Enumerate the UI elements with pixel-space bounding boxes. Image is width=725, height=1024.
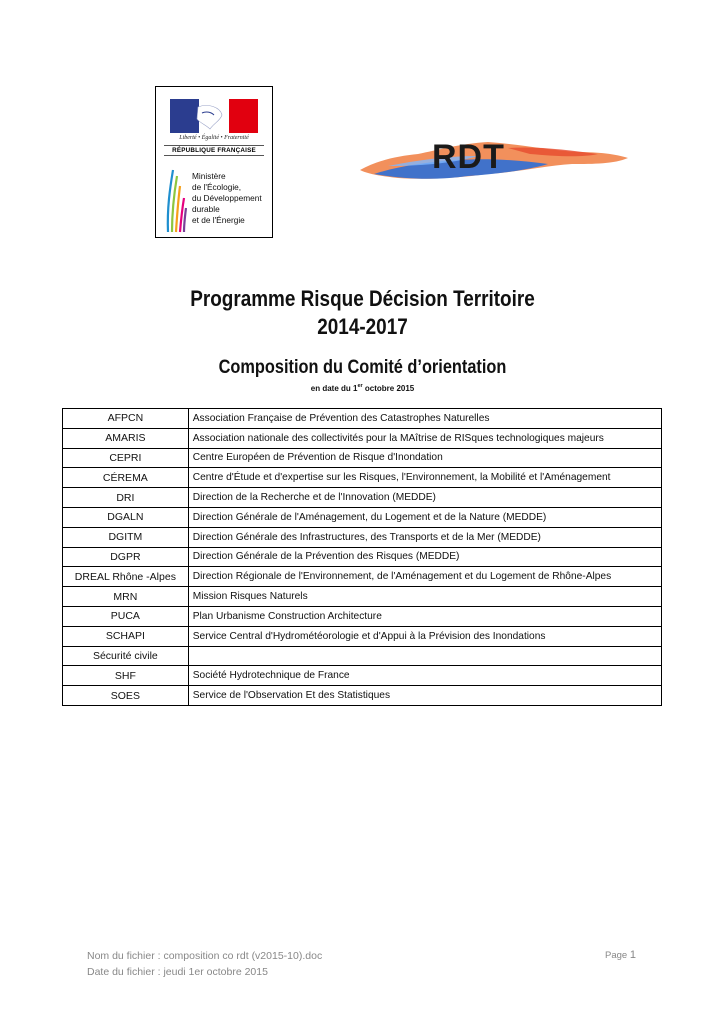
table-row <box>63 428 662 448</box>
member-full-name: Direction Générale de la Prévention des Risques (MEDDE) <box>188 547 661 567</box>
member-abbreviation: AMARIS <box>63 428 189 448</box>
member-full-name: Association nationale des collectivités pour la MAîtrise de RISques technologiques majeurs <box>188 428 661 448</box>
footer-page-label: Page <box>605 950 628 961</box>
member-full-name <box>188 646 661 666</box>
member-full-name: Mission Risques Naturels <box>188 587 661 607</box>
ministry-name <box>192 171 272 226</box>
member-abbreviation: DREAL Rhône -Alpes <box>63 567 189 587</box>
table-row <box>63 507 662 527</box>
table-row <box>63 626 662 646</box>
motto-text: Liberté • Égalité • Fraternité <box>179 135 249 141</box>
member-full-name: Plan Urbanisme Construction Architecture <box>188 606 661 626</box>
date-suffix: octobre 2015 <box>362 384 415 393</box>
rdt-logo-text: RDT <box>432 138 505 176</box>
table-row <box>63 666 662 686</box>
member-abbreviation: AFPCN <box>63 409 189 429</box>
ministry-line: et de l'Énergie <box>192 215 245 225</box>
date-line <box>0 383 725 393</box>
ministry-line: du Développement <box>192 193 262 203</box>
member-abbreviation: CEPRI <box>63 448 189 468</box>
table-row <box>63 409 662 429</box>
table-row <box>63 448 662 468</box>
footer-filename: Nom du fichier : composition co rdt (v2015-10).doc <box>87 950 323 962</box>
member-full-name: Société Hydrotechnique de France <box>188 666 661 686</box>
page-title: Programme Risque Décision Territoire <box>190 286 535 311</box>
footer-file-info <box>87 948 322 980</box>
member-abbreviation: CÉREMA <box>63 468 189 488</box>
ministry-line: Ministère <box>192 171 226 181</box>
member-full-name: Direction Régionale de l'Environnement, de l'Aménagement et du Logement de Rhône-Alpes <box>188 567 661 587</box>
member-full-name: Direction Générale de l'Aménagement, du Logement et de la Nature (MEDDE) <box>188 507 661 527</box>
ministry-line: durable <box>192 204 220 214</box>
footer-page <box>605 949 636 961</box>
ministry-ribbons-icon <box>165 168 187 234</box>
table-row <box>63 547 662 567</box>
member-full-name: Service Central d'Hydrométéorologie et d'Appui à la Prévision des Inondations <box>188 626 661 646</box>
table-row <box>63 567 662 587</box>
member-abbreviation: MRN <box>63 587 189 607</box>
members-table <box>62 408 662 706</box>
footer-filedate: Date du fichier : jeudi 1er octobre 2015 <box>87 966 268 978</box>
table-row <box>63 587 662 607</box>
republic-text: RÉPUBLIQUE FRANÇAISE <box>164 145 264 156</box>
member-full-name: Direction de la Recherche et de l'Innovation (MEDDE) <box>188 488 661 508</box>
member-abbreviation: SCHAPI <box>63 626 189 646</box>
page-title-years: 2014-2017 <box>317 314 408 339</box>
member-abbreviation: DGPR <box>63 547 189 567</box>
member-full-name: Service de l'Observation Et des Statistiques <box>188 686 661 706</box>
table-row <box>63 646 662 666</box>
member-abbreviation: Sécurité civile <box>63 646 189 666</box>
member-abbreviation: DGITM <box>63 527 189 547</box>
member-full-name: Centre Européen de Prévention de Risque d'Inondation <box>188 448 661 468</box>
ministry-logo <box>155 86 273 238</box>
member-full-name: Association Française de Prévention des Catastrophes Naturelles <box>188 409 661 429</box>
table-row <box>63 606 662 626</box>
member-abbreviation: DGALN <box>63 507 189 527</box>
ministry-line: de l'Écologie, <box>192 182 242 192</box>
table-row <box>63 488 662 508</box>
member-full-name: Centre d'Étude et d'expertise sur les Risques, l'Environnement, la Mobilité et l'Aménagement <box>188 468 661 488</box>
table-row <box>63 468 662 488</box>
date-prefix: en date du 1 <box>310 384 358 393</box>
member-abbreviation: PUCA <box>63 606 189 626</box>
footer-page-number: 1 <box>629 949 636 961</box>
members-table-body <box>63 409 662 706</box>
member-full-name: Direction Générale des Infrastructures, des Transports et de la Mer (MEDDE) <box>188 527 661 547</box>
table-row <box>63 527 662 547</box>
page-subtitle: Composition du Comité d’orientation <box>218 357 507 378</box>
table-row <box>63 686 662 706</box>
rdt-logo <box>358 130 630 188</box>
date-sup: er <box>357 383 363 389</box>
member-abbreviation: SHF <box>63 666 189 686</box>
member-abbreviation: DRI <box>63 488 189 508</box>
member-abbreviation: SOES <box>63 686 189 706</box>
marianne-flag-icon <box>170 99 258 133</box>
